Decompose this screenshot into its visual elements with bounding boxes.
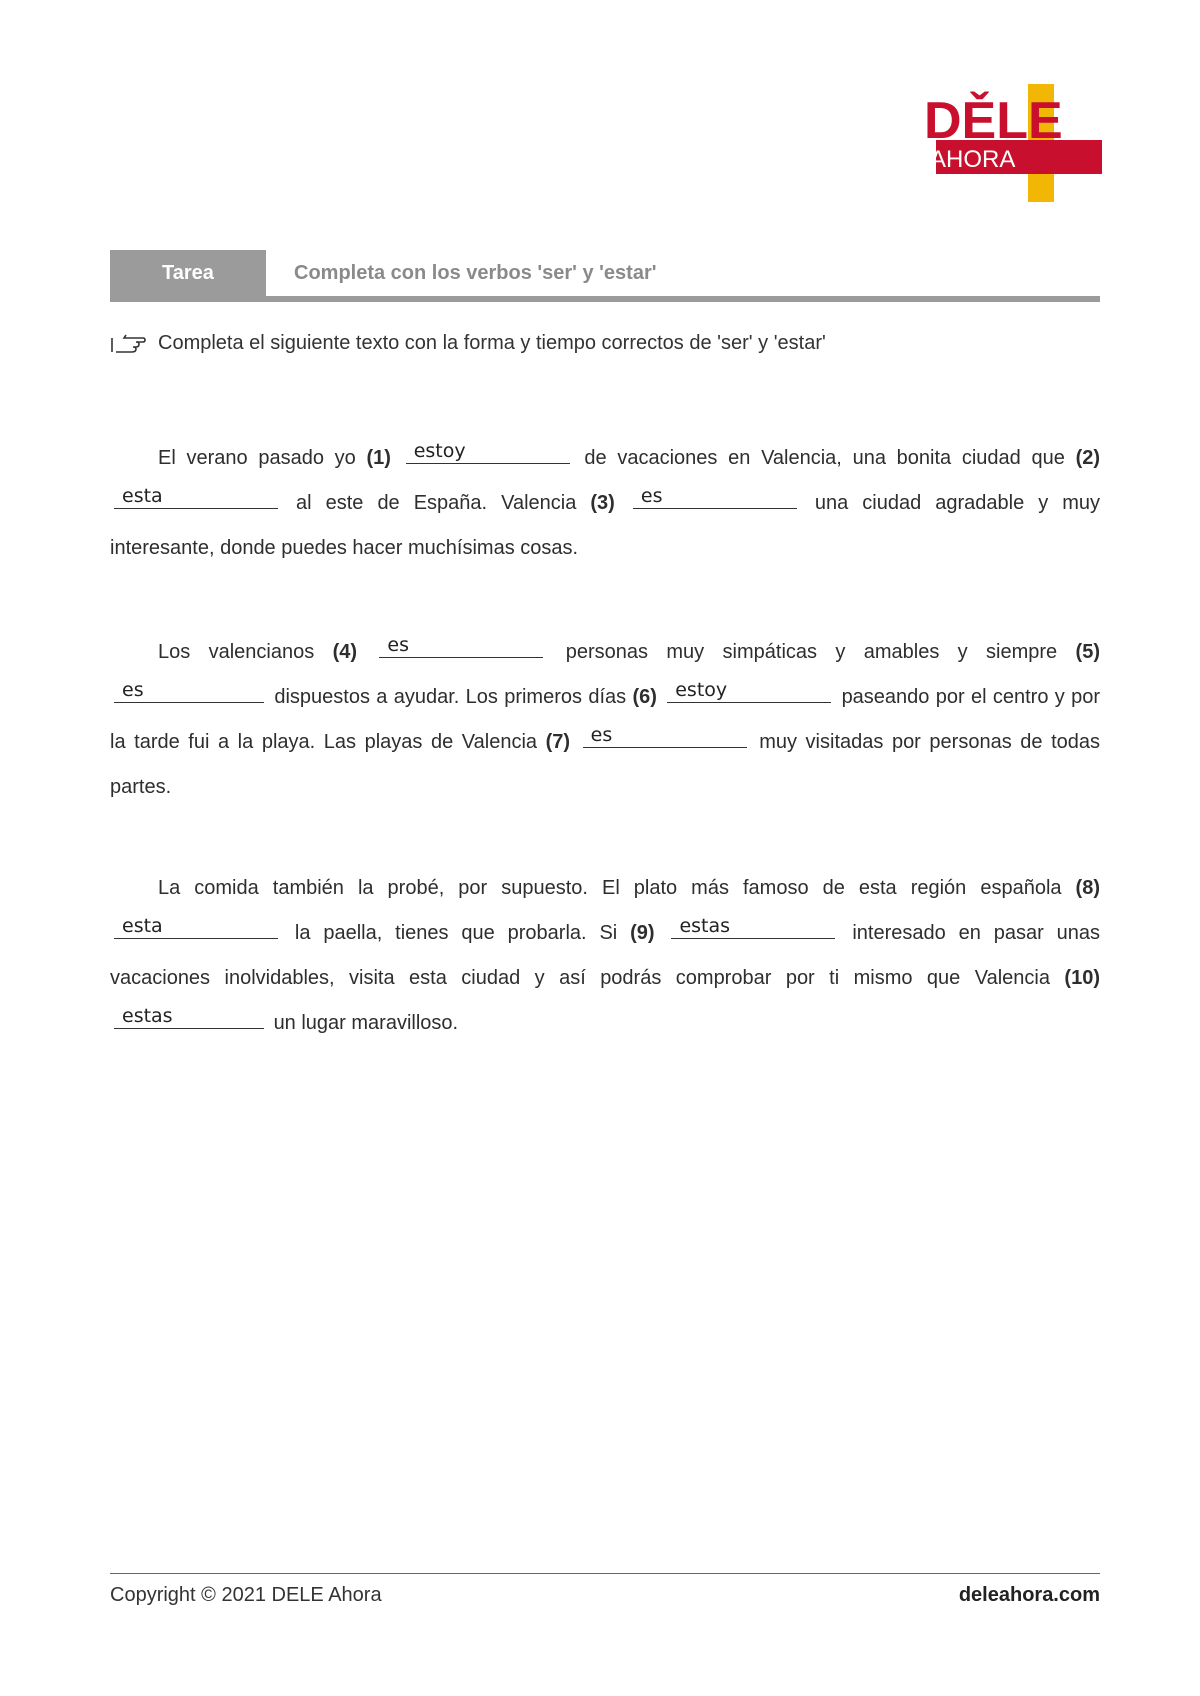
answer-7: es — [590, 724, 613, 746]
task-header — [110, 250, 1100, 302]
text: una ciudad agradable y muy interesante, donde puedes hacer muchísimas cosas. — [110, 492, 1101, 559]
answer-3: es — [640, 485, 663, 507]
text: de vacaciones en Valencia, una bonita ciudad que — [584, 447, 1065, 469]
blank-8[interactable] — [114, 912, 278, 939]
task-tag: Tarea — [110, 250, 266, 296]
logo-title: DĚLE — [924, 92, 1063, 150]
paragraph-2 — [110, 630, 1100, 810]
blank-5[interactable] — [114, 676, 264, 703]
answer-10: estas — [122, 1005, 173, 1027]
blank-2[interactable] — [114, 482, 278, 509]
blank-9[interactable] — [671, 912, 835, 939]
blank-10[interactable] — [114, 1002, 264, 1029]
text: dispuestos a ayudar. Los primeros días — [274, 686, 627, 708]
text: paseando por el centro y por la tarde fui a la playa. Las playas de Valencia — [110, 686, 1100, 753]
text: un lugar maravilloso. — [273, 1012, 459, 1034]
blank-number: (10) — [1064, 967, 1100, 989]
instruction-text: Completa el siguiente texto con la forma y tiempo correctos de 'ser' y 'estar' — [158, 332, 826, 354]
instruction — [110, 332, 826, 355]
blank-number: (2) — [1075, 447, 1101, 469]
blank-4[interactable] — [379, 631, 543, 658]
blank-number: (8) — [1075, 877, 1100, 899]
blank-number: (1) — [366, 447, 391, 469]
logo-subtitle: AHORA — [930, 146, 1016, 173]
copyright-text: Copyright © 2021 DELE Ahora — [110, 1584, 382, 1606]
text: Los valencianos — [158, 641, 315, 663]
blank-number: (7) — [545, 731, 571, 753]
blank-number: (3) — [590, 492, 615, 514]
blank-6[interactable] — [667, 676, 831, 703]
answer-4: es — [387, 634, 409, 656]
blank-7[interactable] — [583, 721, 747, 748]
text: al este de España. Valencia — [296, 492, 577, 514]
blank-3[interactable] — [633, 482, 797, 509]
task-title: Completa con los verbos 'ser' y 'estar' — [294, 262, 657, 284]
site-link[interactable]: deleahora.com — [958, 1584, 1100, 1606]
text: El verano pasado yo — [158, 447, 356, 469]
answer-2: esta — [122, 485, 163, 507]
text: interesado en pasar unas vacaciones inolvidables, visita esta ciudad y así podrás comprobar por ti mismo que Valencia — [110, 922, 1101, 989]
answer-1: estoy — [413, 440, 466, 462]
text: muy visitadas por personas de todas partes. — [110, 731, 1101, 798]
answer-9: estas — [679, 915, 731, 937]
dele-ahora-logo — [916, 84, 1102, 202]
text: La comida también la probé, por supuesto. El plato más famoso de esta región española — [158, 877, 1062, 899]
answer-8: esta — [122, 915, 163, 937]
footer-divider — [110, 1573, 1100, 1574]
text: la paella, tienes que probarla. Si — [294, 922, 618, 944]
blank-number: (5) — [1075, 641, 1100, 663]
pointing-hand-icon — [110, 334, 146, 354]
blank-number: (4) — [332, 641, 358, 663]
answer-6: estoy — [675, 679, 728, 701]
answer-5: es — [122, 679, 144, 701]
text: personas muy simpáticas y amables y siempre — [565, 641, 1058, 663]
paragraph-1 — [110, 436, 1100, 571]
paragraph-3 — [110, 866, 1100, 1046]
blank-number: (9) — [630, 922, 655, 944]
blank-1[interactable] — [406, 437, 570, 464]
blank-number: (6) — [632, 686, 657, 708]
